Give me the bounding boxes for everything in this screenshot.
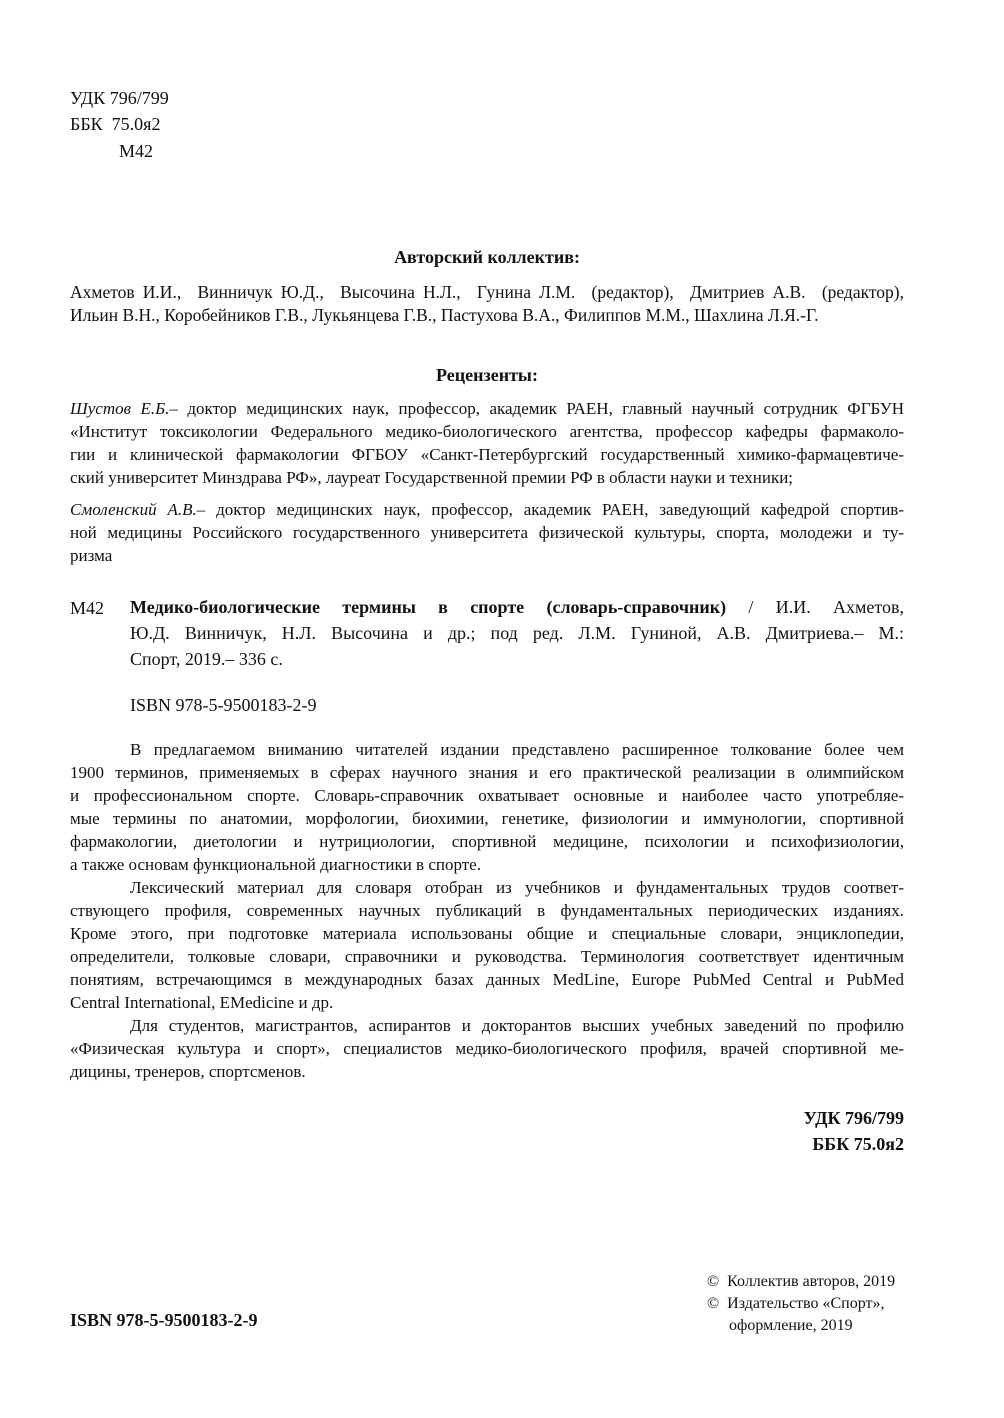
annotation-p2-line-3: Кроме этого, при подготовке материала использованы общие и специальные словари, энциклопедии, [70, 924, 904, 943]
copyright-design: оформление, 2019 [729, 1317, 853, 1334]
annotation-p1-line-1: В предлагаемом вниманию читателей издании представлено расширенное толкование более чем [130, 740, 904, 759]
reviewer-2-line-1: Смоленский А.В.– доктор медицинских наук, профессор, академик РАЕН, заведующий кафедрой спортив- [70, 500, 904, 519]
reviewers-heading: Рецензенты: [436, 365, 538, 385]
reviewer-1-line-4: ский университет Минздрава РФ», лауреат Государственной премии РФ в области науки и техники; [70, 468, 794, 487]
reviewer-1-name: Шустов Е.Б. [70, 399, 170, 418]
reviewer-2-line-2: ной медицины Российского государственного университета физической культуры, спорта, молодежи и ту- [70, 523, 904, 542]
reviewer-2-name: Смоленский А.В. [70, 500, 197, 519]
reviewer-2 [70, 498, 904, 567]
isbn-line: ISBN 978-5-9500183-2-9 [130, 695, 317, 715]
biblio-line-3: Спорт, 2019.– 336 с. [130, 649, 283, 669]
annotation-p3-line-1: Для студентов, магистрантов, аспирантов и докторантов высших учебных заведений по профилю [130, 1016, 904, 1035]
annotation-p1-line-6: а также основам функциональной диагностики в спорте. [70, 855, 481, 874]
annotation-p1-line-2: 1900 терминов, применяемых в сферах научного знания и его практической реализации в олимпийском [70, 763, 904, 782]
annotation-p1-line-3: и профессиональном спорте. Словарь-справочник охватывает основные и наиболее часто употребляе- [70, 786, 904, 805]
copyright-publisher: © Издательство «Спорт», [707, 1295, 885, 1312]
bbk-code: ББК 75.0я2 [70, 114, 161, 134]
bottom-bbk: ББК 75.0я2 [812, 1134, 904, 1154]
copyright-authors: © Коллектив авторов, 2019 [707, 1273, 896, 1290]
annotation-p2-line-5: понятиям, встречающимся в международных базах данных MedLine, Europe PubMed Central и PubMed [70, 970, 904, 989]
reviewer-1-line-3: гии и клинической фармакологии ФГБОУ «Санкт-Петербургский государственный химико-фармацевтиче- [70, 445, 904, 464]
annotation-p3-line-3: дицины, тренеров, спортсменов. [70, 1062, 306, 1081]
reviewer-1 [70, 397, 904, 489]
annotation-p1-line-4: мые термины по анатомии, морфологии, биохимии, генетике, физиологии и иммунологии, спортивной [70, 809, 904, 828]
book-title: Медико-биологические термины в спорте (словарь-справочник) [130, 597, 727, 617]
biblio-record [130, 594, 904, 672]
authors-line-1: Ахметов И.И., Винничук Ю.Д., Высочина Н.Л., Гунина Л.М. (редактор), Дмитриев А.В. (редактор), [70, 282, 904, 302]
annotation-paragraph-1 [70, 738, 904, 876]
annotation-paragraph-3 [70, 1014, 904, 1083]
authors-heading: Авторский коллектив: [394, 247, 580, 267]
authors-line-2: Ильин В.Н., Коробейников Г.В., Лукьянцева Г.В., Пастухова В.А., Филиппов М.М., Шахлина Л.Я.-Г. [70, 305, 819, 325]
author-mark: М42 [119, 141, 154, 161]
reviewer-2-line-3: ризма [70, 546, 113, 565]
annotation-p2-line-6: Central International, EMedicine и др. [70, 993, 334, 1012]
annotation-paragraph-2 [70, 876, 904, 1014]
annotation-p1-line-5: фармакологии, диетологии и нутрициологии, спортивной медицине, психологии и психофизиологии, [70, 832, 904, 851]
annotation-p2-line-2: ствующего профиля, современных научных публикаций в фундаментальных периодических изданиях. [70, 901, 904, 920]
biblio-line-2: Ю.Д. Винничук, Н.Л. Высочина и др.; под ред. Л.М. Гуниной, А.В. Дмитриева.– М.: [130, 623, 904, 643]
reviewer-1-line-2: «Институт токсикологии Федерального медико-биологического агентства, профессор кафедры фармаколо- [70, 422, 904, 441]
biblio-code: М42 [70, 598, 105, 618]
annotation-p3-line-2: «Физическая культура и спорт», специалистов медико-биологического профиля, врачей спортивной ме- [70, 1039, 904, 1058]
isbn-bottom: ISBN 978-5-9500183-2-9 [70, 1310, 258, 1330]
annotation-p2-line-1: Лексический материал для словаря отобран из учебников и фундаментальных трудов соответ- [130, 878, 904, 897]
bottom-udk: УДК 796/799 [803, 1108, 904, 1128]
annotation-p2-line-4: определители, толковые словари, справочники и руководства. Терминология соответствует идентичным [70, 947, 904, 966]
udk-code: УДК 796/799 [70, 88, 169, 108]
biblio-line-1: Медико-биологические термины в спорте (словарь-справочник) / И.И. Ахметов, [130, 597, 904, 617]
reviewer-1-line-1: Шустов Е.Б.– доктор медицинских наук, профессор, академик РАЕН, главный научный сотрудник ФГБУН [70, 399, 905, 418]
